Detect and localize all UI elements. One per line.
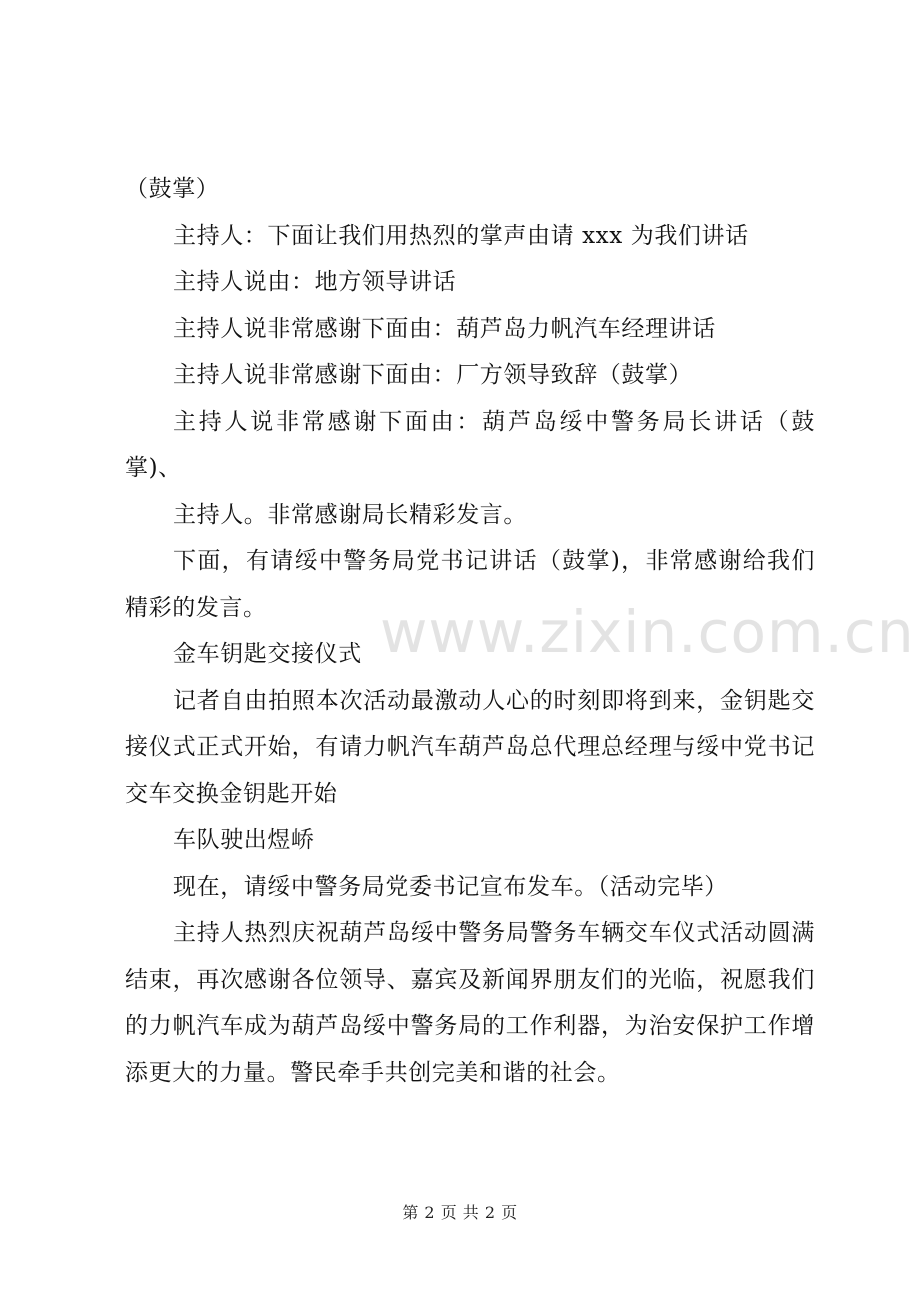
paragraph-thanks-chief: 主持人。非常感谢局长精彩发言。	[173, 501, 527, 528]
paragraph-closing: 主持人热烈庆祝葫芦岛绥中警务局警务车辆交车仪式活动圆满结束，再次感谢各位领导、嘉宾及新闻界朋友们的光临，祝愿我们的力帆汽车成为葫芦岛绥中警务局的工作利器，为治安保护工作增添更大的力量。警民牵手共创完美和谐的社会。	[125, 920, 815, 1086]
page-footer: 第 2 页 共 2 页	[402, 1203, 518, 1222]
paragraph-convoy-heading: 车队驶出煜峤	[173, 827, 315, 853]
paragraph-key-handover-heading: 金车钥匙交接仪式	[173, 641, 362, 667]
paragraph-party-secretary: 下面，有请绥中警务局党书记讲话（鼓掌)，非常感谢给我们精彩的发言。	[125, 548, 815, 621]
paragraph-departure: 现在，请绥中警务局党委书记宣布发车。（活动完毕）	[173, 873, 728, 900]
watermark: www.zixin.com.cn	[380, 598, 915, 666]
paragraph-police-chief: 主持人说非常感谢下面由：葫芦岛绥中警务局长讲话（鼓掌)、	[125, 408, 815, 481]
paragraph-host-invite: 主持人：下面让我们用热烈的掌声由请 xxx 为我们讲话	[173, 222, 749, 249]
paragraph-factory-leader: 主持人说非常感谢下面由：厂方领导致辞（鼓掌）	[173, 362, 693, 388]
paragraph-key-handover: 记者自由拍照本次活动最激动人心的时刻即将到来，金钥匙交接仪式正式开始，有请力帆汽车葫芦岛总代理总经理与绥中党书记交车交换金钥匙开始	[125, 687, 815, 807]
paragraph-applause: （鼓掌）	[125, 176, 220, 202]
paragraph-lifan-manager: 主持人说非常感谢下面由：葫芦岛力帆汽车经理讲话	[173, 315, 716, 342]
paragraph-local-leader: 主持人说由：地方领导讲话	[173, 269, 457, 295]
